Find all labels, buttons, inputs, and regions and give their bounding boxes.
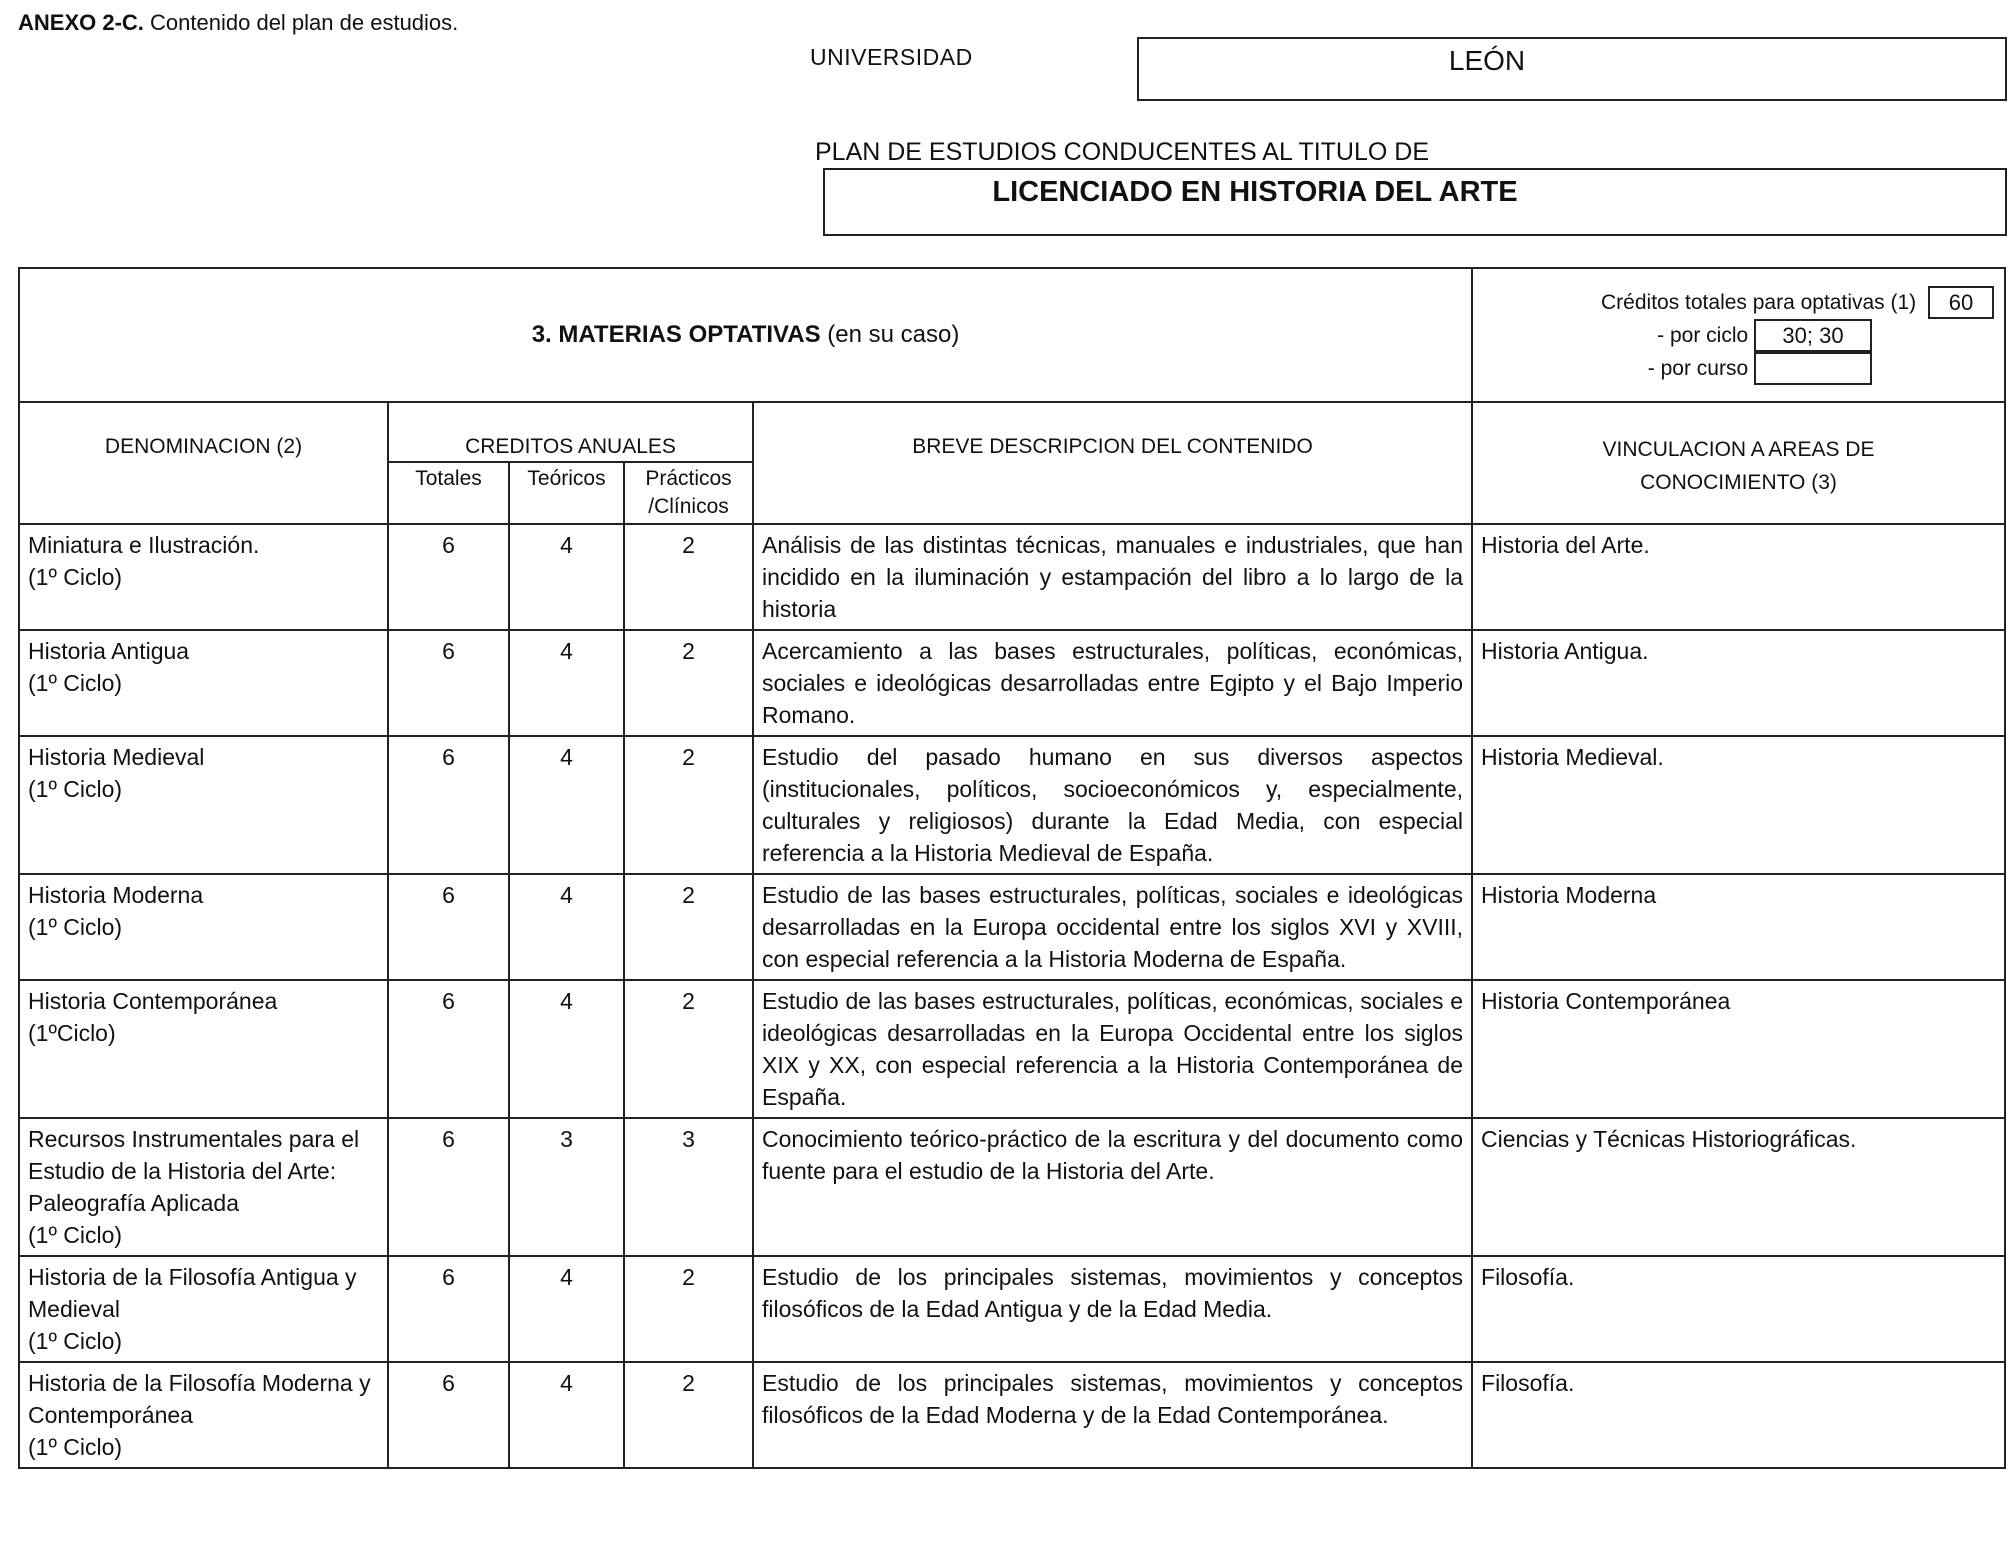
credits-total-label: Créditos totales para optativas (1) [1601,290,1917,314]
credits-total-value: 60 [1928,286,1994,319]
table-row [19,874,2005,980]
cell-area: Filosofía. [1472,1362,2005,1468]
section-header-row [19,268,2005,402]
cell-descripcion: Estudio de los principales sistemas, movimientos y conceptos filosóficos de la Edad Moderna y de la Edad Contemporánea. [753,1362,1472,1468]
cell-denominacion [19,524,388,630]
cell-teoricos: 4 [509,1256,624,1362]
cell-totales: 6 [388,980,509,1118]
column-header-row [19,402,2005,462]
col-totales: Totales [388,462,509,524]
subject-cycle: (1º Ciclo) [28,1434,123,1460]
subject-name: Historia de la Filosofía Moderna y Contemporánea [28,1370,371,1428]
section-title-note: (en su caso) [827,321,960,348]
cell-teoricos: 3 [509,1118,624,1256]
university-box [1137,37,2007,101]
cell-denominacion [19,874,388,980]
cell-totales: 6 [388,1118,509,1256]
cell-denominacion [19,736,388,874]
cell-descripcion: Análisis de las distintas técnicas, manuales e industriales, que han incidido en la iluminación y estampación del libro a lo largo de la historia [753,524,1472,630]
table-row [19,736,2005,874]
cell-practicos: 2 [624,524,753,630]
subject-name: Historia de la Filosofía Antigua y Medieval [28,1264,357,1322]
cell-teoricos: 4 [509,874,624,980]
cell-teoricos: 4 [509,980,624,1118]
subject-name: Historia Contemporánea [28,988,278,1014]
per-cycle-label: - por ciclo [1657,323,1749,347]
university-value: LEÓN [1448,45,1526,76]
subject-cycle: (1º Ciclo) [28,1222,123,1248]
cell-practicos: 2 [624,736,753,874]
cell-totales: 6 [388,524,509,630]
col-creditos: CREDITOS ANUALES [388,402,753,462]
table-row [19,1256,2005,1362]
cell-totales: 6 [388,630,509,736]
cell-area: Historia Moderna [1472,874,2005,980]
cell-practicos: 3 [624,1118,753,1256]
cell-descripcion: Acercamiento a las bases estructurales, políticas, económicas, sociales e ideológicas desarrolladas entre Egipto y el Bajo Imperio Romano. [753,630,1472,736]
cell-descripcion: Estudio de las bases estructurales, políticas, económicas, sociales e ideológicas desarrolladas en la Europa Occidental entre los siglos XIX y XX, con especial referencia a la Historia Contemporánea de España. [753,980,1472,1118]
cell-teoricos: 4 [509,630,624,736]
subject-name: Historia Medieval [28,744,205,770]
col-practicos [624,462,753,524]
cell-totales: 6 [388,874,509,980]
cell-denominacion [19,1118,388,1256]
cell-totales: 6 [388,736,509,874]
per-course-label: - por curso [1647,356,1749,380]
section-title-bold: 3. MATERIAS OPTATIVAS [531,321,821,348]
cell-area: Filosofía. [1472,1256,2005,1362]
credits-summary [1472,268,2005,402]
subject-name: Historia Antigua [28,638,190,664]
cell-area: Ciencias y Técnicas Historiográficas. [1472,1118,2005,1256]
degree-title-box [823,168,2007,236]
cell-denominacion [19,1362,388,1468]
cell-practicos: 2 [624,874,753,980]
subject-name: Recursos Instrumentales para el Estudio de la Historia del Arte: Paleografía Aplicada [28,1126,360,1216]
annex-heading [18,10,458,36]
subject-name: Historia Moderna [28,882,204,908]
degree-title: LICENCIADO EN HISTORIA DEL ARTE [992,176,1518,208]
cell-totales: 6 [388,1362,509,1468]
cell-area: Historia Antigua. [1472,630,2005,736]
cell-area: Historia Medieval. [1472,736,2005,874]
cell-practicos: 2 [624,1256,753,1362]
cell-descripcion: Estudio del pasado humano en sus diversos aspectos (institucionales, políticos, socioeconómicos y, especialmente, culturales y religiosos) durante la Edad Media, con especial referencia a la Historia Medieval de España. [753,736,1472,874]
cell-practicos: 2 [624,1362,753,1468]
subject-cycle: (1º Ciclo) [28,1328,123,1354]
table-row [19,1118,2005,1256]
cell-denominacion [19,1256,388,1362]
subject-cycle: (1º Ciclo) [28,914,123,940]
cell-descripcion: Conocimiento teórico-práctico de la escritura y del documento como fuente para el estudio de la Historia del Arte. [753,1118,1472,1256]
cell-denominacion [19,630,388,736]
cell-descripcion: Estudio de las bases estructurales, políticas, sociales e ideológicas desarrolladas en la Europa occidental entre los siglos XVI y XVIII, con especial referencia a la Historia Moderna de España. [753,874,1472,980]
per-cycle-value: 30; 30 [1754,319,1872,352]
cell-area: Historia Contemporánea [1472,980,2005,1118]
cell-totales: 6 [388,1256,509,1362]
cell-practicos: 2 [624,980,753,1118]
cell-denominacion [19,980,388,1118]
col-vinculacion-line2: CONOCIMIENTO (3) [1640,471,1837,494]
col-teoricos: Teóricos [509,462,624,524]
annex-text: Contenido del plan de estudios. [150,10,459,35]
subject-name: Miniatura e Ilustración. [28,532,260,558]
table-row [19,980,2005,1118]
section-title [19,268,1472,402]
per-course-value [1754,352,1872,385]
table-row [19,1362,2005,1468]
col-descripcion: BREVE DESCRIPCION DEL CONTENIDO [753,402,1472,524]
col-practicos-line1: Prácticos [645,467,732,490]
table-row [19,524,2005,630]
col-vinculacion [1472,402,2005,524]
plan-label: PLAN DE ESTUDIOS CONDUCENTES AL TITULO DE [815,138,1430,166]
annex-label: ANEXO 2-C. [18,10,144,35]
subject-cycle: (1º Ciclo) [28,776,123,802]
col-vinculacion-line1: VINCULACION A AREAS DE [1602,438,1875,461]
subject-cycle: (1º Ciclo) [28,564,123,590]
cell-area: Historia del Arte. [1472,524,2005,630]
table-row [19,630,2005,736]
cell-teoricos: 4 [509,736,624,874]
cell-practicos: 2 [624,630,753,736]
subject-cycle: (1ºCiclo) [28,1020,116,1046]
cell-teoricos: 4 [509,1362,624,1468]
col-practicos-line2: /Clínicos [648,495,729,518]
cell-teoricos: 4 [509,524,624,630]
col-denominacion: DENOMINACION (2) [19,402,388,524]
subject-cycle: (1º Ciclo) [28,670,123,696]
optional-subjects-table [18,267,2006,1469]
university-label: UNIVERSIDAD [810,44,973,70]
cell-descripcion: Estudio de los principales sistemas, movimientos y conceptos filosóficos de la Edad Antigua y de la Edad Media. [753,1256,1472,1362]
